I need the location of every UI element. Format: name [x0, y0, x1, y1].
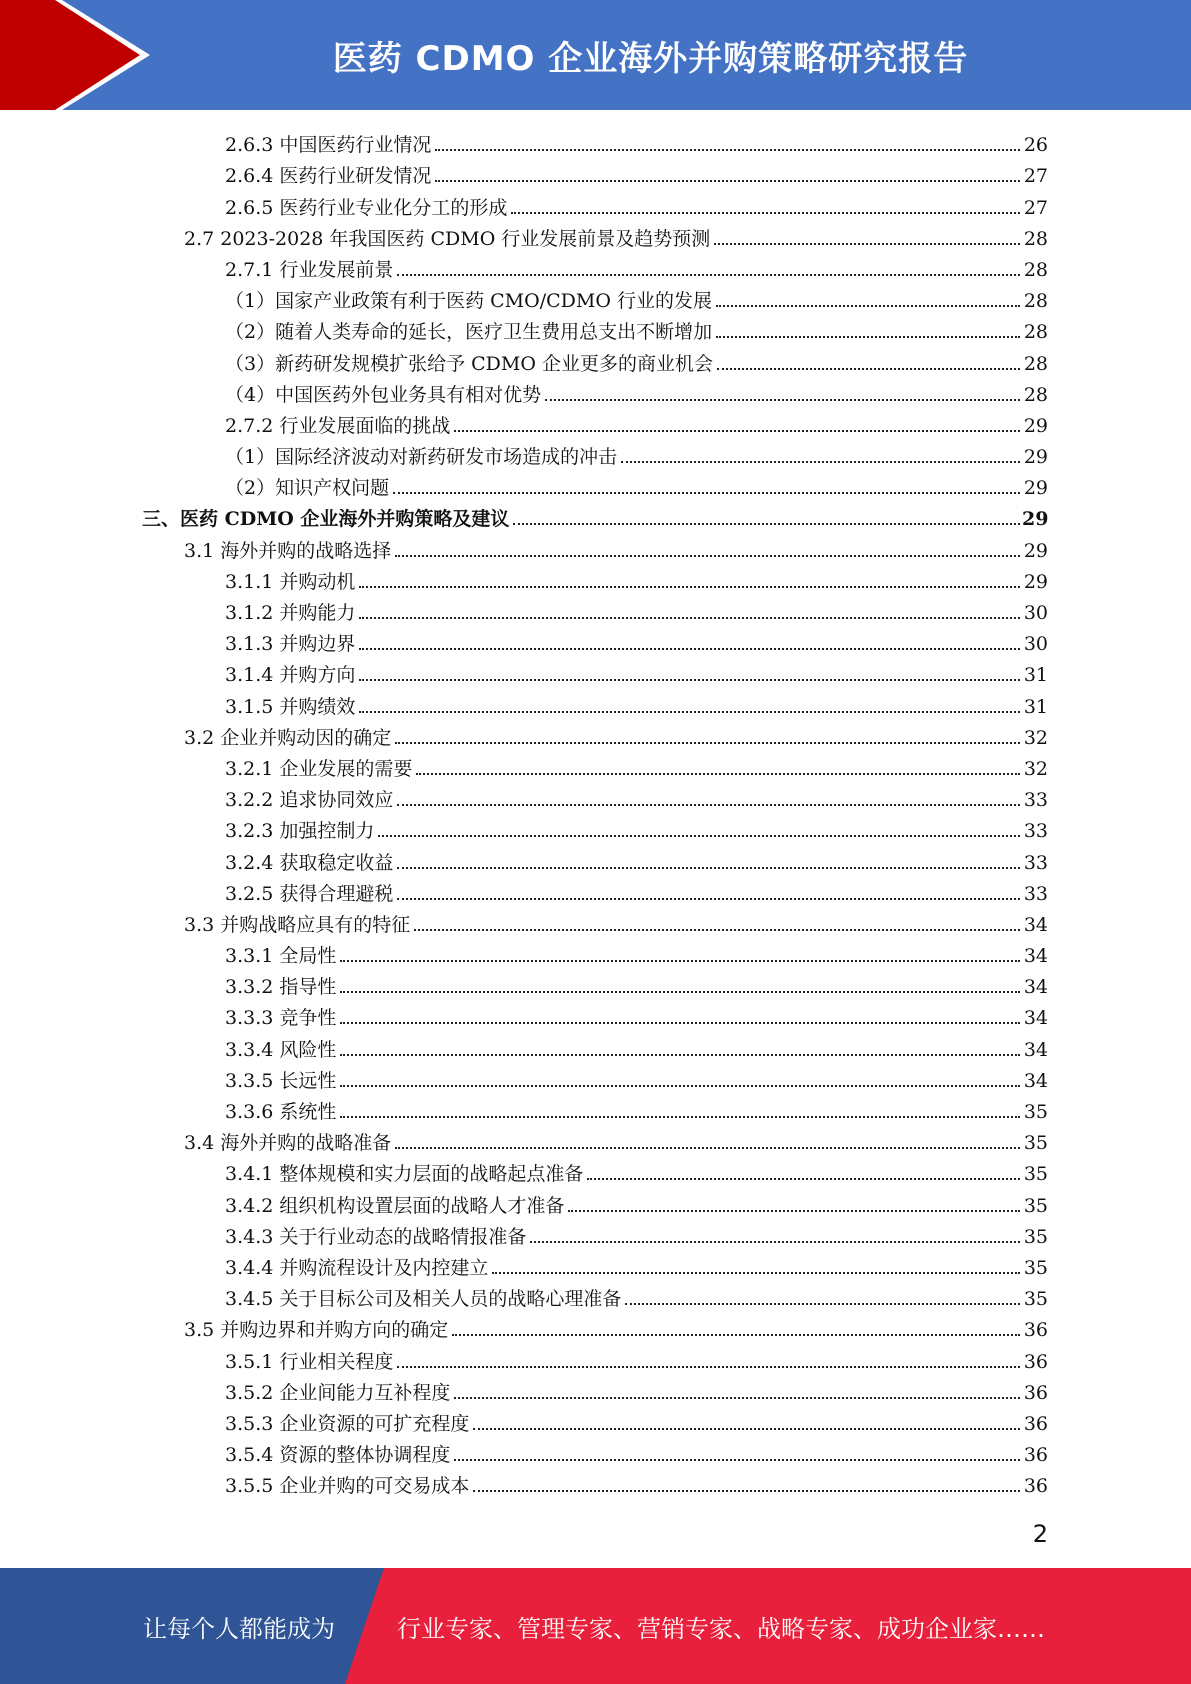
toc-entry-label: 3.4 海外并购的战略准备 — [184, 1132, 392, 1155]
toc-entry-label: 3.2.2 追求协同效应 — [225, 789, 394, 812]
toc-entry[interactable] — [0, 1219, 1191, 1250]
toc-entry[interactable] — [0, 283, 1191, 314]
toc-entry-page: 28 — [1023, 227, 1048, 250]
toc-entry-page: 35 — [1023, 1101, 1048, 1123]
toc-entry-page: 31 — [1023, 664, 1048, 687]
toc-dot-leader — [397, 274, 1020, 276]
toc-entry[interactable] — [0, 1281, 1191, 1312]
toc-entry-page: 28 — [1023, 383, 1048, 406]
toc-entry-label: 3.2 企业并购动因的确定 — [184, 726, 392, 749]
toc-entry-label: 3.5.4 资源的整体协调程度 — [225, 1444, 451, 1467]
toc-entry[interactable] — [0, 564, 1191, 595]
toc-entry-page: 33 — [1023, 820, 1048, 843]
toc-entry[interactable] — [0, 595, 1191, 626]
toc-dot-leader — [359, 586, 1020, 588]
toc-entry-page: 35 — [1023, 1194, 1048, 1217]
toc-dot-leader — [454, 430, 1020, 432]
toc-dot-leader — [473, 1490, 1020, 1492]
toc-dot-leader — [473, 1428, 1020, 1430]
toc-entry-label: 2.7.1 行业发展前景 — [225, 258, 394, 281]
toc-dot-leader — [717, 368, 1020, 370]
toc-dot-leader — [340, 1085, 1020, 1087]
toc-dot-leader — [359, 679, 1020, 681]
toc-entry[interactable] — [0, 1000, 1191, 1031]
toc-dot-leader — [545, 399, 1020, 401]
toc-entry[interactable] — [0, 1343, 1191, 1374]
table-of-contents — [0, 127, 1191, 1499]
toc-entry-page: 26 — [1023, 134, 1048, 157]
report-title: 医药 CDMO 企业海外并购策略研究报告 — [332, 38, 969, 79]
toc-entry-label: 3.3.3 竞争性 — [225, 1007, 337, 1030]
toc-entry[interactable] — [0, 1156, 1191, 1187]
toc-dot-leader — [454, 1459, 1020, 1461]
toc-entry-label: 3.1 海外并购的战略选择 — [184, 539, 392, 562]
toc-entry[interactable] — [0, 1406, 1191, 1437]
toc-entry[interactable] — [0, 127, 1191, 158]
toc-dot-leader — [395, 555, 1020, 557]
toc-entry[interactable] — [0, 189, 1191, 220]
toc-entry-label: 三、医药 CDMO 企业海外并购策略及建议 — [142, 508, 510, 531]
toc-entry-page: 36 — [1023, 1319, 1048, 1342]
toc-entry-page: 35 — [1023, 1225, 1048, 1248]
toc-dot-leader — [397, 1366, 1020, 1368]
toc-entry-page: 36 — [1023, 1412, 1048, 1435]
toc-entry[interactable] — [0, 252, 1191, 283]
toc-entry[interactable] — [0, 720, 1191, 751]
toc-entry-page: 35 — [1023, 1132, 1048, 1155]
toc-dot-leader — [393, 492, 1020, 494]
toc-entry-label: （3）新药研发规模扩张给予 CDMO 企业更多的商业机会 — [225, 352, 713, 375]
toc-dot-leader — [568, 1210, 1020, 1212]
toc-entry[interactable] — [0, 688, 1191, 719]
toc-dot-leader — [395, 742, 1020, 744]
toc-entry[interactable] — [0, 626, 1191, 657]
toc-entry-label: 3.3.1 全局性 — [225, 945, 337, 968]
page-header — [0, 0, 1191, 110]
toc-entry-label: 3.4.2 组织机构设置层面的战略人才准备 — [225, 1194, 565, 1217]
toc-entry-page: 32 — [1023, 757, 1048, 780]
toc-entry[interactable] — [0, 782, 1191, 813]
toc-dot-leader — [340, 960, 1020, 962]
toc-entry-page: 33 — [1023, 882, 1048, 905]
toc-entry[interactable] — [0, 1250, 1191, 1281]
toc-entry-page: 36 — [1023, 1381, 1048, 1404]
toc-entry[interactable] — [0, 1375, 1191, 1406]
toc-dot-leader — [378, 835, 1020, 837]
toc-dot-leader — [414, 929, 1020, 931]
page-number: 2 — [1032, 1520, 1048, 1548]
toc-entry[interactable] — [0, 158, 1191, 189]
toc-entry[interactable] — [0, 844, 1191, 875]
toc-entry-label: 3.4.5 关于目标公司及相关人员的战略心理准备 — [225, 1288, 622, 1311]
toc-entry-label: （2）随着人类寿命的延长，医疗卫生费用总支出不断增加 — [225, 321, 713, 344]
toc-entry[interactable] — [0, 470, 1191, 501]
toc-entry-label: 3.4.1 整体规模和实力层面的战略起点准备 — [225, 1163, 584, 1186]
toc-dot-leader — [716, 336, 1020, 338]
toc-entry[interactable] — [0, 1094, 1191, 1125]
toc-dot-leader — [397, 898, 1020, 900]
toc-entry-label: （4）中国医药外包业务具有相对优势 — [225, 383, 542, 406]
toc-entry-page: 34 — [1023, 1038, 1048, 1061]
toc-entry-page: 35 — [1023, 1163, 1048, 1186]
toc-entry[interactable] — [0, 1468, 1191, 1499]
toc-entry-label: 3.1.2 并购能力 — [225, 602, 356, 624]
toc-entry-page: 29 — [1023, 477, 1048, 500]
header-chevron-graphic — [0, 0, 160, 110]
toc-entry[interactable] — [0, 408, 1191, 439]
toc-entry-label: 3.2.4 获取稳定收益 — [225, 851, 394, 874]
toc-entry-page: 33 — [1023, 789, 1048, 812]
toc-entry-page: 29 — [1022, 508, 1049, 531]
toc-dot-leader — [492, 1272, 1020, 1274]
toc-entry-label: 3.3 并购战略应具有的特征 — [184, 913, 411, 936]
toc-entry-label: 3.3.2 指导性 — [225, 976, 337, 999]
toc-entry-page: 34 — [1023, 976, 1048, 999]
toc-entry-page: 35 — [1023, 1288, 1048, 1311]
toc-entry[interactable] — [0, 969, 1191, 1000]
toc-entry[interactable] — [0, 876, 1191, 907]
toc-dot-leader — [359, 711, 1020, 713]
toc-entry[interactable] — [0, 439, 1191, 470]
toc-entry-page: 34 — [1023, 945, 1048, 968]
toc-entry-page: 29 — [1023, 570, 1048, 593]
toc-dot-leader — [395, 1147, 1020, 1149]
toc-entry[interactable] — [0, 1125, 1191, 1156]
toc-entry-label: 3.3.4 风险性 — [225, 1038, 337, 1061]
toc-entry[interactable] — [0, 532, 1191, 563]
toc-dot-leader — [397, 804, 1020, 806]
toc-dot-leader — [454, 1397, 1020, 1399]
toc-entry-page: 30 — [1023, 602, 1048, 624]
toc-entry[interactable] — [0, 657, 1191, 688]
toc-entry-page: 29 — [1023, 539, 1048, 562]
toc-entry-page: 29 — [1023, 446, 1048, 469]
toc-dot-leader — [435, 149, 1020, 151]
toc-entry-label: （1）国际经济波动对新药研发市场造成的冲击 — [225, 446, 618, 469]
toc-dot-leader — [452, 1334, 1020, 1336]
toc-entry[interactable] — [0, 1063, 1191, 1094]
toc-entry-label: 3.5.2 企业间能力互补程度 — [225, 1381, 451, 1404]
toc-entry-label: 3.5 并购边界和并购方向的确定 — [184, 1319, 449, 1342]
toc-entry-label: 3.2.3 加强控制力 — [225, 820, 375, 843]
toc-entry-label: 3.4.4 并购流程设计及内控建立 — [225, 1256, 489, 1279]
toc-entry-page: 28 — [1023, 290, 1048, 313]
toc-entry-page: 33 — [1023, 851, 1048, 874]
toc-entry-page: 27 — [1023, 196, 1048, 219]
toc-dot-leader — [340, 991, 1020, 993]
toc-entry-page: 35 — [1023, 1256, 1048, 1279]
toc-entry-label: 3.2.1 企业发展的需要 — [225, 757, 413, 780]
toc-dot-leader — [625, 1303, 1020, 1305]
footer-slogan-left: 让每个人都能成为 — [143, 1614, 335, 1643]
toc-entry[interactable] — [0, 1437, 1191, 1468]
toc-entry-label: 3.4.3 关于行业动态的战略情报准备 — [225, 1225, 527, 1248]
toc-entry-page: 36 — [1023, 1475, 1048, 1498]
toc-dot-leader — [716, 305, 1020, 307]
toc-entry-label: 2.6.4 医药行业研发情况 — [225, 165, 432, 188]
toc-dot-leader — [511, 212, 1020, 214]
toc-entry[interactable] — [0, 751, 1191, 782]
toc-entry-label: 3.1.4 并购方向 — [225, 664, 356, 687]
toc-dot-leader — [513, 523, 1020, 525]
toc-dot-leader — [621, 461, 1020, 463]
toc-dot-leader — [340, 1022, 1020, 1024]
toc-dot-leader — [530, 1241, 1020, 1243]
toc-entry-label: 3.5.5 企业并购的可交易成本 — [225, 1475, 470, 1498]
toc-entry-page: 28 — [1023, 352, 1048, 375]
toc-entry-page: 32 — [1023, 726, 1048, 749]
toc-entry-label: 2.7.2 行业发展面临的挑战 — [225, 414, 451, 437]
toc-entry-label: 2.7 2023-2028 年我国医药 CDMO 行业发展前景及趋势预测 — [184, 227, 711, 250]
toc-dot-leader — [359, 648, 1020, 650]
toc-entry-label: 2.6.5 医药行业专业化分工的形成 — [225, 196, 508, 219]
toc-entry[interactable] — [0, 1187, 1191, 1218]
toc-entry-label: 3.5.1 行业相关程度 — [225, 1350, 394, 1373]
toc-entry-page: 36 — [1023, 1350, 1048, 1373]
toc-entry-label: （2）知识产权问题 — [225, 477, 390, 500]
toc-entry-label: 3.1.1 并购动机 — [225, 570, 356, 593]
toc-entry-page: 34 — [1023, 1007, 1048, 1030]
toc-dot-leader — [359, 617, 1020, 619]
toc-entry[interactable] — [0, 813, 1191, 844]
toc-entry[interactable] — [0, 1031, 1191, 1062]
toc-entry-label: 2.6.3 中国医药行业情况 — [225, 134, 432, 157]
toc-entry-page: 30 — [1023, 633, 1048, 656]
toc-entry-page: 27 — [1023, 165, 1048, 188]
footer-slogan-right: 行业专家、管理专家、营销专家、战略专家、成功企业家…… — [397, 1614, 1045, 1643]
toc-entry-label: 3.3.5 长远性 — [225, 1069, 337, 1092]
toc-entry-page: 34 — [1023, 913, 1048, 936]
toc-dot-leader — [435, 180, 1020, 182]
toc-entry[interactable] — [0, 501, 1191, 532]
toc-entry-page: 34 — [1023, 1069, 1048, 1092]
toc-dot-leader — [340, 1054, 1020, 1056]
toc-entry-label: 3.2.5 获得合理避税 — [225, 882, 394, 905]
toc-dot-leader — [416, 773, 1020, 775]
toc-entry-label: 3.3.6 系统性 — [225, 1101, 337, 1123]
toc-dot-leader — [340, 1116, 1020, 1118]
toc-entry[interactable] — [0, 314, 1191, 345]
page-footer — [0, 1568, 1191, 1684]
toc-entry-label: （1）国家产业政策有利于医药 CMO/CDMO 行业的发展 — [225, 290, 712, 313]
toc-entry[interactable] — [0, 907, 1191, 938]
toc-entry[interactable] — [0, 938, 1191, 969]
toc-entry-label: 3.5.3 企业资源的可扩充程度 — [225, 1412, 470, 1435]
toc-dot-leader — [397, 867, 1020, 869]
toc-entry-page: 29 — [1023, 414, 1048, 437]
toc-dot-leader — [714, 243, 1020, 245]
toc-entry[interactable] — [0, 345, 1191, 376]
toc-entry-label: 3.1.5 并购绩效 — [225, 695, 356, 718]
toc-entry-label: 3.1.3 并购边界 — [225, 633, 356, 656]
toc-entry-page: 31 — [1023, 695, 1048, 718]
toc-entry[interactable] — [0, 1312, 1191, 1343]
toc-entry[interactable] — [0, 221, 1191, 252]
toc-entry-page: 28 — [1023, 321, 1048, 344]
toc-entry[interactable] — [0, 377, 1191, 408]
toc-entry-page: 28 — [1023, 258, 1048, 281]
toc-dot-leader — [587, 1178, 1020, 1180]
toc-entry-page: 36 — [1023, 1444, 1048, 1467]
